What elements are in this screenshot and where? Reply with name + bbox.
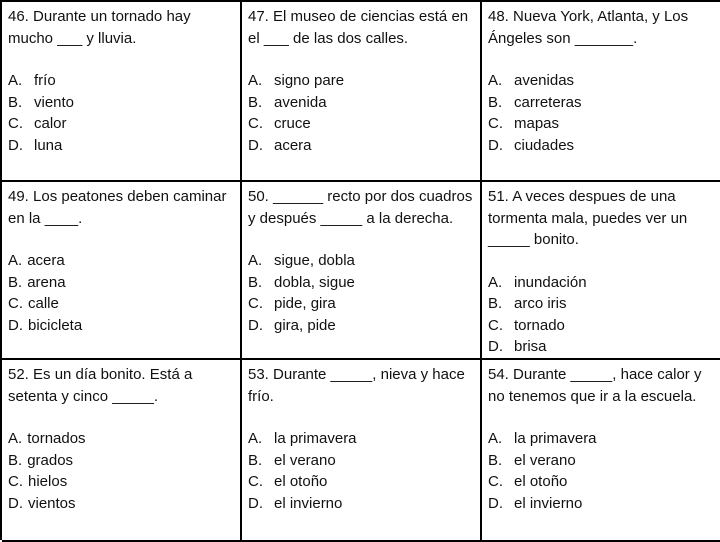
option-d	[8, 493, 234, 515]
options-list	[248, 428, 474, 514]
option-a	[488, 428, 714, 450]
option-text: sigue, dobla	[274, 252, 355, 269]
option-letter: B.	[248, 451, 263, 469]
option-text: luna	[34, 136, 63, 154]
option-text: el invierno	[274, 494, 343, 512]
option-letter: D.	[8, 316, 23, 334]
option-letter: B.	[8, 93, 23, 111]
option-d	[8, 135, 234, 157]
option-text: dobla, sigue	[274, 273, 355, 291]
option-c	[8, 113, 234, 135]
question-46-cell	[2, 2, 242, 182]
option-letter: A.	[8, 72, 23, 89]
option-letter: D.	[8, 494, 23, 512]
option-text: grados	[27, 451, 74, 469]
option-text: mapas	[514, 115, 560, 132]
option-text: cruce	[274, 115, 311, 132]
option-b	[8, 272, 234, 294]
question-53-cell	[242, 360, 482, 542]
option-letter: D.	[488, 494, 503, 512]
option-text: hielos	[28, 473, 68, 490]
option-text: el otoño	[274, 473, 328, 490]
option-text: arena	[27, 273, 66, 291]
option-d	[8, 315, 234, 337]
option-a	[488, 272, 714, 294]
option-letter: C.	[248, 115, 263, 132]
option-letter: C.	[488, 316, 503, 334]
option-text: tornados	[27, 430, 86, 447]
option-a	[248, 70, 474, 92]
option-d	[248, 315, 474, 337]
option-letter: C.	[8, 473, 23, 490]
option-letter: C.	[8, 295, 23, 312]
option-c	[488, 113, 714, 135]
option-letter: A.	[8, 430, 23, 447]
option-text: gira, pide	[274, 316, 336, 334]
option-letter: B.	[488, 451, 503, 469]
option-b	[8, 92, 234, 114]
option-text: signo pare	[274, 72, 345, 89]
options-list	[8, 70, 234, 156]
option-letter: A.	[248, 430, 263, 447]
option-text: inundación	[514, 273, 587, 291]
option-letter: C.	[248, 473, 263, 490]
option-b	[8, 450, 234, 472]
option-letter: A.	[8, 252, 23, 269]
question-prompt: 51. A veces despues de una tormenta mala, puedes ver un _____ bonito.	[488, 188, 688, 248]
question-prompt: 49. Los peatones deben caminar en la ____.	[8, 188, 227, 227]
option-letter: A.	[248, 72, 263, 89]
option-letter: D.	[488, 338, 503, 355]
option-text: tornado	[514, 316, 565, 334]
question-prompt: 54. Durante _____, hace calor y no tenemos que ir a la escuela.	[488, 366, 702, 405]
option-b	[248, 450, 474, 472]
option-d	[488, 493, 714, 515]
options-list	[488, 272, 714, 358]
option-text: pide, gira	[274, 295, 336, 312]
option-letter: A.	[488, 430, 503, 447]
option-letter: C.	[8, 115, 23, 132]
option-text: calor	[34, 115, 67, 132]
option-a	[8, 428, 234, 450]
option-letter: B.	[488, 93, 503, 111]
question-prompt: 48. Nueva York, Atlanta, y Los Ángeles son _______.	[488, 8, 689, 47]
option-text: avenida	[274, 93, 327, 111]
options-list	[248, 70, 474, 156]
option-letter: A.	[248, 252, 263, 269]
options-list	[248, 250, 474, 336]
question-prompt: 46. Durante un tornado hay mucho ___ y lluvia.	[8, 8, 191, 47]
option-letter: C.	[488, 115, 503, 132]
option-b	[488, 450, 714, 472]
option-letter: B.	[8, 273, 23, 291]
option-text: ciudades	[514, 136, 575, 154]
option-letter: D.	[8, 136, 23, 154]
question-51-cell	[482, 182, 720, 360]
option-letter: A.	[488, 273, 503, 291]
option-b	[248, 92, 474, 114]
options-list	[8, 250, 234, 336]
option-letter: D.	[248, 494, 263, 512]
option-b	[488, 293, 714, 315]
option-text: brisa	[514, 338, 547, 355]
option-b	[488, 92, 714, 114]
option-text: arco iris	[514, 295, 567, 312]
option-text: la primavera	[514, 430, 597, 447]
option-letter: B.	[248, 273, 263, 291]
option-letter: C.	[248, 295, 263, 312]
option-letter: B.	[488, 295, 503, 312]
options-list	[8, 428, 234, 514]
options-list	[488, 70, 714, 156]
question-54-cell	[482, 360, 720, 542]
question-47-cell	[242, 2, 482, 182]
option-text: acera	[27, 252, 65, 269]
option-letter: C.	[488, 473, 503, 490]
option-text: el otoño	[514, 473, 568, 490]
question-prompt: 53. Durante _____, nieva y hace frío.	[248, 366, 465, 405]
option-letter: A.	[488, 72, 503, 89]
option-d	[248, 493, 474, 515]
option-text: el invierno	[514, 494, 583, 512]
option-text: acera	[274, 136, 312, 154]
option-a	[248, 428, 474, 450]
question-prompt: 47. El museo de ciencias está en el ___ de las dos calles.	[248, 8, 469, 47]
option-text: el verano	[514, 451, 576, 469]
option-text: bicicleta	[28, 316, 83, 334]
option-letter: B.	[248, 93, 263, 111]
option-c	[248, 293, 474, 315]
option-letter: D.	[248, 136, 263, 154]
option-c	[248, 471, 474, 493]
option-text: la primavera	[274, 430, 357, 447]
option-text: vientos	[28, 494, 76, 512]
option-c	[488, 315, 714, 337]
option-letter: D.	[248, 316, 263, 334]
option-c	[8, 471, 234, 493]
option-d	[488, 336, 714, 358]
option-d	[248, 135, 474, 157]
option-text: frío	[34, 72, 56, 89]
option-c	[8, 293, 234, 315]
option-c	[488, 471, 714, 493]
option-letter: B.	[8, 451, 23, 469]
option-text: carreteras	[514, 93, 582, 111]
option-a	[8, 70, 234, 92]
option-text: el verano	[274, 451, 336, 469]
option-d	[488, 135, 714, 157]
options-list	[488, 428, 714, 514]
option-c	[248, 113, 474, 135]
question-prompt: 50. ______ recto por dos cuadros y después _____ a la derecha.	[248, 188, 473, 227]
option-text: avenidas	[514, 72, 575, 89]
option-text: viento	[34, 93, 75, 111]
option-a	[248, 250, 474, 272]
option-b	[248, 272, 474, 294]
option-letter: D.	[488, 136, 503, 154]
question-52-cell	[2, 360, 242, 542]
option-a	[8, 250, 234, 272]
option-text: calle	[28, 295, 59, 312]
question-50-cell	[242, 182, 482, 360]
question-48-cell	[482, 2, 720, 182]
question-prompt: 52. Es un día bonito. Está a setenta y cinco _____.	[8, 366, 193, 405]
option-a	[488, 70, 714, 92]
question-49-cell	[2, 182, 242, 360]
